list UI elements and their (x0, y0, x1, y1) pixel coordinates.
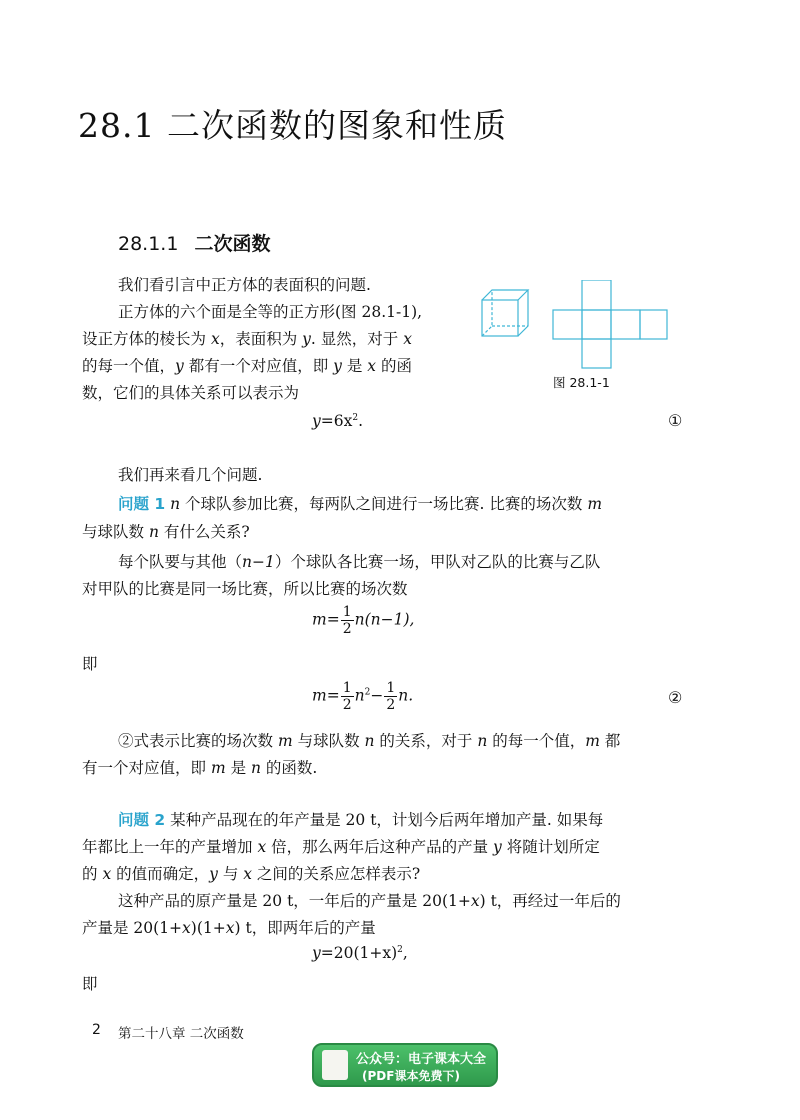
text-run: 的每一个值， (487, 732, 586, 750)
figure-caption: 图 28.1-1 (553, 375, 610, 390)
text-run: m= (312, 686, 340, 705)
equation-1 (312, 412, 363, 430)
equation-number-1: ① (668, 411, 683, 430)
paragraph-line (82, 520, 250, 544)
text-run: 与球队数 (82, 523, 149, 541)
text-run: ）个球队各比赛一场，甲队对乙队的比赛与乙队 (274, 553, 601, 571)
equation-4 (312, 944, 408, 962)
text-run: x (367, 357, 377, 375)
watermark-line-1: 公众号：电子课本大全 (356, 1052, 487, 1067)
paragraph-line (82, 916, 376, 940)
text-run: 1 (386, 680, 396, 696)
text-run: x (102, 865, 112, 883)
equation-3 (312, 680, 413, 713)
text-run: 的函数. (260, 759, 318, 777)
paragraph-line: 对甲队的比赛是同一场比赛，所以比赛的场次数 (82, 580, 408, 598)
text-run: 的每一个值， (82, 357, 176, 375)
text-run: 都有一个对应值，即 (183, 357, 334, 375)
text-run: , (402, 944, 408, 962)
text-run: m= (312, 610, 340, 629)
paragraph-line: 我们看引言中正方体的表面积的问题. (118, 276, 371, 294)
text-run: ) t，再经过一年后的 (479, 892, 621, 910)
text-run: ) t，即两年后的产量 (234, 919, 376, 937)
text-run: x (403, 330, 412, 348)
text-run: n (148, 523, 159, 541)
text-run: y (175, 357, 184, 375)
text-run: n (354, 686, 365, 705)
text-run: 年都比上一年的产量增加 (82, 838, 258, 856)
text-run: )(1+ (190, 919, 226, 937)
paragraph-line (82, 835, 600, 859)
text-run: n. (398, 686, 414, 705)
text-run: y (493, 838, 502, 856)
cube-drawing (482, 290, 528, 336)
text-run: 这种产品的原产量是 20 t，一年后的产量是 20(1+ (118, 892, 471, 910)
text-run: ②式表示比赛的场次数 (118, 732, 278, 750)
problem-2-label: 问题 2 (118, 811, 166, 829)
paragraph-line (118, 550, 600, 574)
section-name: 二次函数 (194, 233, 271, 255)
text-run: 倍，那么两年后这种产品的产量 (266, 838, 494, 856)
equation-number-2: ② (668, 688, 683, 707)
text-run: 之间的关系应怎样表示? (252, 865, 421, 883)
text-run: m (277, 732, 293, 750)
problem-1-line (118, 492, 602, 516)
text-run: =6x (320, 412, 353, 430)
paragraph-line: 数，它们的具体关系可以表示为 (82, 384, 300, 402)
text-run: 2 (364, 687, 371, 698)
text-run: 是 (341, 357, 368, 375)
text-run: 有一个对应值，即 (82, 759, 211, 777)
text-run: 的关系，对于 (374, 732, 478, 750)
text-run: y (209, 865, 218, 883)
text-run: 与球队数 (292, 732, 365, 750)
text-run: =20(1+x) (320, 944, 398, 962)
text-run: m (587, 495, 603, 513)
equation-2 (312, 604, 414, 637)
text-run: 2 (342, 697, 352, 713)
text-run: 产量是 20(1+ (82, 919, 183, 937)
cube-net-figure (478, 280, 670, 370)
text-run: 是 (225, 759, 251, 777)
text-run: 的函 (376, 357, 412, 375)
text-run: 1 (342, 604, 352, 620)
text-run: n (477, 732, 488, 750)
paragraph-line: 正方体的六个面是全等的正方形(图 28.1-1), (118, 303, 423, 321)
text-run: m (210, 759, 226, 777)
paragraph-line: 即 (82, 655, 98, 673)
paragraph-line: 即 (82, 975, 98, 993)
text-run: y (302, 330, 311, 348)
text-run: x (210, 330, 220, 348)
problem-2-line (118, 808, 603, 832)
paragraph-line (82, 862, 420, 886)
paragraph-line (82, 756, 317, 780)
paragraph-line (82, 354, 412, 378)
text-run: 某种产品现在的年产量是 20 t，计划今后两年增加产量. 如果每 (165, 811, 604, 829)
text-run: n−1 (242, 553, 275, 571)
text-run: y (312, 944, 321, 962)
text-run: x (470, 892, 480, 910)
text-run: 有什么关系? (158, 523, 250, 541)
text-run: 个球队参加比赛，每两队之间进行一场比赛. 比赛的场次数 (180, 495, 588, 513)
text-run: y (333, 357, 342, 375)
text-run: . 显然，对于 (310, 330, 404, 348)
text-run: 2 (352, 412, 359, 423)
text-run: 1 (342, 680, 352, 696)
paragraph-line: 我们再来看几个问题. (118, 466, 263, 484)
text-run: 设正方体的棱长为 (82, 330, 211, 348)
footer-chapter: 第二十八章 二次函数 (118, 1026, 244, 1042)
chapter-title: 28.1 二次函数的图象和性质 (78, 106, 507, 145)
text-run: n(n−1), (354, 610, 415, 629)
text-run: n (170, 495, 181, 513)
text-run: n (364, 732, 375, 750)
text-run: 与 (217, 865, 244, 883)
watermark-line-2: (PDF课本免费下) (362, 1069, 460, 1083)
cube-net (553, 280, 667, 368)
watermark-badge (312, 1043, 498, 1087)
book-icon (322, 1050, 348, 1080)
paragraph-line (118, 889, 621, 913)
problem-1-label: 问题 1 (118, 495, 166, 513)
text-run: 每个队要与其他（ (118, 553, 243, 571)
text-run: x (243, 865, 252, 883)
text-run: m (585, 732, 600, 750)
text-run: 2 (397, 944, 403, 955)
text-run: x (225, 919, 235, 937)
text-run: x (182, 919, 191, 937)
text-run: x (257, 838, 267, 856)
paragraph-line (118, 729, 620, 753)
paragraph-line (82, 327, 412, 351)
text-run: 2 (386, 697, 396, 713)
page-number: 2 (92, 1022, 101, 1038)
text-run: y (312, 412, 321, 430)
text-run: . (358, 412, 364, 430)
text-run: 将随计划所定 (501, 838, 600, 856)
text-run: ，表面积为 (219, 330, 303, 348)
text-run: 的值而确定， (111, 865, 210, 883)
section-title (118, 229, 270, 256)
section-number: 28.1.1 (118, 233, 179, 255)
text-run: n (251, 759, 261, 777)
text-run: 2 (342, 621, 352, 637)
text-run: 的 (82, 865, 103, 883)
text-run: − (370, 686, 384, 705)
text-run: 都 (599, 732, 621, 750)
